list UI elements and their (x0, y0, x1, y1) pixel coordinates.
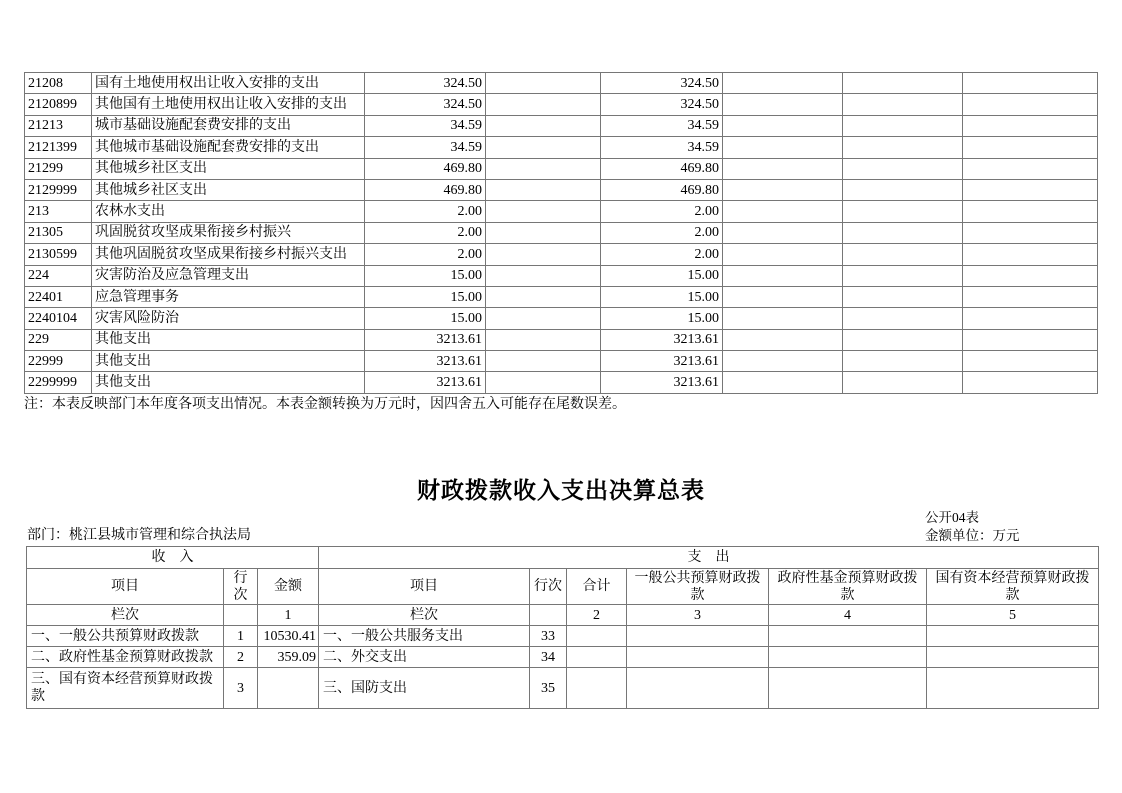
expenditure-amount-cell: 34.59 (365, 137, 486, 158)
empty-cell (486, 158, 601, 179)
empty-cell (843, 115, 963, 136)
expenditure-amount-cell: 469.80 (365, 158, 486, 179)
general-budget-cell (627, 647, 769, 668)
header-income-amount: 金额 (258, 569, 319, 605)
expenditure-amount-cell: 2.00 (365, 244, 486, 265)
expenditure-amount-cell: 15.00 (601, 286, 723, 307)
expenditure-name-cell: 巩固脱贫攻坚成果衔接乡村振兴 (92, 222, 365, 243)
empty-cell (843, 351, 963, 372)
expenditure-table (24, 72, 1098, 394)
empty-cell (843, 73, 963, 94)
expenditure-name-cell: 其他城乡社区支出 (92, 158, 365, 179)
expenditure-row (25, 179, 1098, 200)
empty-cell (843, 222, 963, 243)
income-line-cell: 3 (224, 668, 258, 709)
expenditure-code-cell: 2130599 (25, 244, 92, 265)
empty-cell (723, 265, 843, 286)
empty-cell (963, 115, 1098, 136)
empty-cell (723, 73, 843, 94)
index-cell: 栏次 (27, 605, 224, 626)
expenditure-row (25, 158, 1098, 179)
expense-line-cell: 34 (530, 647, 567, 668)
index-cell: 2 (567, 605, 627, 626)
empty-cell (486, 201, 601, 222)
empty-cell (843, 308, 963, 329)
income-item-cell: 二、政府性基金预算财政拨款 (27, 647, 224, 668)
income-line-cell: 1 (224, 626, 258, 647)
empty-cell (486, 115, 601, 136)
summary-data-row (27, 626, 1099, 647)
expenditure-rows (25, 73, 1098, 394)
empty-cell (723, 115, 843, 136)
total-cell (567, 626, 627, 647)
empty-cell (723, 329, 843, 350)
expenditure-row (25, 94, 1098, 115)
expenditure-row (25, 201, 1098, 222)
income-item-cell: 三、国有资本经营预算财政拨款 (27, 668, 224, 709)
empty-cell (723, 286, 843, 307)
header-gov-fund: 政府性基金预算财政拨款 (769, 569, 927, 605)
expenditure-name-cell: 其他国有土地使用权出让收入安排的支出 (92, 94, 365, 115)
expenditure-amount-cell: 2.00 (601, 201, 723, 222)
expenditure-code-cell: 224 (25, 265, 92, 286)
empty-cell (486, 308, 601, 329)
expenditure-code-cell: 2120899 (25, 94, 92, 115)
expenditure-row (25, 351, 1098, 372)
index-cell: 5 (927, 605, 1099, 626)
summary-data-row (27, 647, 1099, 668)
empty-cell (723, 308, 843, 329)
gov-fund-cell (769, 668, 927, 709)
empty-cell (486, 222, 601, 243)
expenditure-name-cell: 农林水支出 (92, 201, 365, 222)
empty-cell (723, 137, 843, 158)
index-cell: 3 (627, 605, 769, 626)
income-amount-cell: 10530.41 (258, 626, 319, 647)
expense-item-cell: 一、一般公共服务支出 (319, 626, 530, 647)
expenditure-amount-cell: 3213.61 (601, 329, 723, 350)
empty-cell (486, 372, 601, 393)
expenditure-row (25, 137, 1098, 158)
expense-item-cell: 三、国防支出 (319, 668, 530, 709)
empty-cell (843, 244, 963, 265)
income-banner: 收 入 (27, 547, 319, 569)
empty-cell (723, 222, 843, 243)
empty-cell (843, 265, 963, 286)
expenditure-amount-cell: 15.00 (601, 308, 723, 329)
income-amount-cell: 359.09 (258, 647, 319, 668)
expense-line-cell: 33 (530, 626, 567, 647)
expenditure-name-cell: 其他支出 (92, 351, 365, 372)
empty-cell (963, 244, 1098, 265)
expenditure-row (25, 73, 1098, 94)
empty-cell (963, 308, 1098, 329)
summary-table (26, 546, 1099, 709)
department-label: 部门：桃江县城市管理和综合执法局 (27, 528, 251, 543)
header-state-capital: 国有资本经营预算财政拨款 (927, 569, 1099, 605)
empty-cell (843, 179, 963, 200)
income-amount-cell (258, 668, 319, 709)
expenditure-amount-cell: 3213.61 (601, 351, 723, 372)
total-cell (567, 668, 627, 709)
expenditure-code-cell: 21299 (25, 158, 92, 179)
total-cell (567, 647, 627, 668)
expenditure-row (25, 115, 1098, 136)
expenditure-name-cell: 其他支出 (92, 329, 365, 350)
state-capital-cell (927, 647, 1099, 668)
index-cell: 1 (258, 605, 319, 626)
header-income-item: 项目 (27, 569, 224, 605)
index-cell: 栏次 (319, 605, 530, 626)
empty-cell (723, 158, 843, 179)
empty-cell (486, 286, 601, 307)
expense-line-cell: 35 (530, 668, 567, 709)
expenditure-row (25, 244, 1098, 265)
gov-fund-cell (769, 626, 927, 647)
empty-cell (843, 158, 963, 179)
index-cell: 4 (769, 605, 927, 626)
empty-cell (963, 158, 1098, 179)
expenditure-code-cell: 21213 (25, 115, 92, 136)
header-income-line: 行次 (224, 569, 258, 605)
empty-cell (486, 137, 601, 158)
empty-cell (843, 372, 963, 393)
expenditure-row (25, 372, 1098, 393)
expenditure-amount-cell: 2.00 (601, 222, 723, 243)
expenditure-name-cell: 国有土地使用权出让收入安排的支出 (92, 73, 365, 94)
expenditure-amount-cell: 469.80 (601, 158, 723, 179)
expenditure-amount-cell: 34.59 (601, 115, 723, 136)
index-cell (530, 605, 567, 626)
expenditure-amount-cell: 15.00 (365, 308, 486, 329)
expenditure-row (25, 308, 1098, 329)
expenditure-name-cell: 其他巩固脱贫攻坚成果衔接乡村振兴支出 (92, 244, 365, 265)
expenditure-row (25, 222, 1098, 243)
header-expense-item: 项目 (319, 569, 530, 605)
header-general-budget: 一般公共预算财政拨款 (627, 569, 769, 605)
expenditure-code-cell: 2240104 (25, 308, 92, 329)
summary-header-row (27, 569, 1099, 605)
empty-cell (963, 137, 1098, 158)
expenditure-name-cell: 其他城市基础设施配套费安排的支出 (92, 137, 365, 158)
table-code-label: 公开04表 (925, 510, 979, 525)
expenditure-name-cell: 应急管理事务 (92, 286, 365, 307)
empty-cell (963, 222, 1098, 243)
expenditure-code-cell: 22999 (25, 351, 92, 372)
expenditure-amount-cell: 3213.61 (365, 372, 486, 393)
empty-cell (486, 329, 601, 350)
expenditure-name-cell: 城市基础设施配套费安排的支出 (92, 115, 365, 136)
expenditure-amount-cell: 324.50 (601, 94, 723, 115)
unit-label: 金额单位：万元 (925, 528, 1020, 543)
empty-cell (963, 372, 1098, 393)
empty-cell (723, 179, 843, 200)
expense-banner: 支 出 (319, 547, 1099, 569)
empty-cell (963, 265, 1098, 286)
expenditure-amount-cell: 3213.61 (365, 351, 486, 372)
expenditure-name-cell: 灾害防治及应急管理支出 (92, 265, 365, 286)
expenditure-amount-cell: 324.50 (601, 73, 723, 94)
header-expense-line: 行次 (530, 569, 567, 605)
expenditure-code-cell: 213 (25, 201, 92, 222)
column-index-row (27, 605, 1099, 626)
index-cell (224, 605, 258, 626)
empty-cell (843, 201, 963, 222)
expenditure-name-cell: 灾害风险防治 (92, 308, 365, 329)
expenditure-amount-cell: 469.80 (365, 179, 486, 200)
expenditure-amount-cell: 15.00 (601, 265, 723, 286)
expenditure-code-cell: 2299999 (25, 372, 92, 393)
expenditure-amount-cell: 3213.61 (365, 329, 486, 350)
empty-cell (843, 329, 963, 350)
expenditure-amount-cell: 2.00 (365, 201, 486, 222)
expenditure-amount-cell: 15.00 (365, 265, 486, 286)
expenditure-amount-cell: 15.00 (365, 286, 486, 307)
empty-cell (723, 244, 843, 265)
empty-cell (486, 179, 601, 200)
income-line-cell: 2 (224, 647, 258, 668)
empty-cell (843, 286, 963, 307)
expenditure-name-cell: 其他支出 (92, 372, 365, 393)
empty-cell (723, 351, 843, 372)
empty-cell (963, 351, 1098, 372)
expenditure-amount-cell: 34.59 (601, 137, 723, 158)
empty-cell (486, 73, 601, 94)
empty-cell (723, 372, 843, 393)
expenditure-code-cell: 22401 (25, 286, 92, 307)
expenditure-code-cell: 229 (25, 329, 92, 350)
empty-cell (486, 351, 601, 372)
expenditure-row (25, 265, 1098, 286)
empty-cell (486, 94, 601, 115)
header-total: 合计 (567, 569, 627, 605)
table-note: 注：本表反映部门本年度各项支出情况。本表金额转换为万元时，因四舍五入可能存在尾数误差。 (24, 397, 626, 412)
expense-item-cell: 二、外交支出 (319, 647, 530, 668)
empty-cell (963, 73, 1098, 94)
empty-cell (486, 265, 601, 286)
expenditure-code-cell: 21305 (25, 222, 92, 243)
empty-cell (843, 137, 963, 158)
empty-cell (963, 201, 1098, 222)
expenditure-row (25, 286, 1098, 307)
expenditure-amount-cell: 324.50 (365, 94, 486, 115)
empty-cell (963, 179, 1098, 200)
expenditure-amount-cell: 2.00 (601, 244, 723, 265)
general-budget-cell (627, 626, 769, 647)
summary-data-row (27, 668, 1099, 709)
summary-banner-row (27, 547, 1099, 569)
page-title: 财政拨款收入支出决算总表 (417, 477, 705, 503)
empty-cell (723, 94, 843, 115)
empty-cell (486, 244, 601, 265)
expenditure-amount-cell: 2.00 (365, 222, 486, 243)
empty-cell (843, 94, 963, 115)
expenditure-code-cell: 21208 (25, 73, 92, 94)
empty-cell (963, 329, 1098, 350)
expenditure-code-cell: 2121399 (25, 137, 92, 158)
empty-cell (963, 286, 1098, 307)
expenditure-amount-cell: 34.59 (365, 115, 486, 136)
general-budget-cell (627, 668, 769, 709)
expenditure-name-cell: 其他城乡社区支出 (92, 179, 365, 200)
expenditure-row (25, 329, 1098, 350)
empty-cell (723, 201, 843, 222)
empty-cell (963, 94, 1098, 115)
state-capital-cell (927, 626, 1099, 647)
expenditure-amount-cell: 324.50 (365, 73, 486, 94)
income-item-cell: 一、一般公共预算财政拨款 (27, 626, 224, 647)
expenditure-code-cell: 2129999 (25, 179, 92, 200)
state-capital-cell (927, 668, 1099, 709)
gov-fund-cell (769, 647, 927, 668)
expenditure-amount-cell: 469.80 (601, 179, 723, 200)
expenditure-amount-cell: 3213.61 (601, 372, 723, 393)
